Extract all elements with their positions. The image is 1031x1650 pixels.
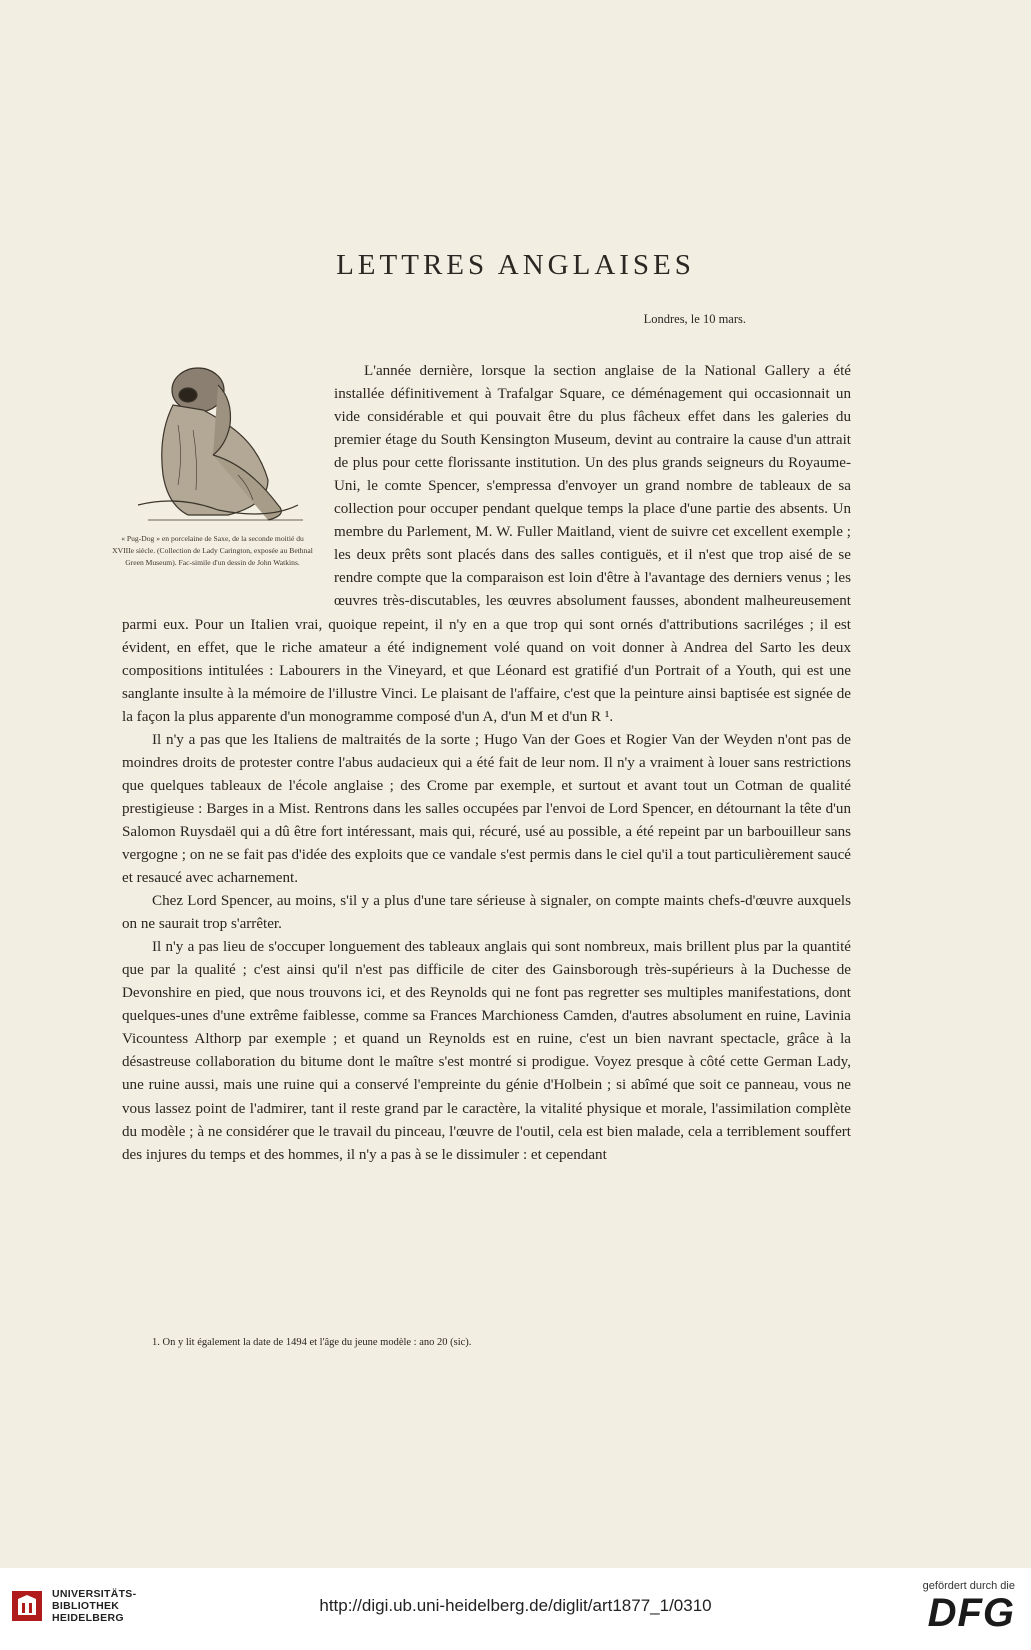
dfg-wordmark: DFG	[927, 1591, 1015, 1635]
figure-space	[122, 360, 334, 613]
source-url-link[interactable]: http://digi.ub.uni-heidelberg.de/diglit/art1877_1/0310	[319, 1596, 712, 1615]
dateline: Londres, le 10 mars.	[643, 312, 746, 326]
library-line-1: UNIVERSITÄTS-	[52, 1588, 137, 1600]
footnote: 1. On y lit également la date de 1494 et l'âge du jeune modèle : ano 20 (sic).	[152, 1337, 472, 1348]
figure-caption: « Pug-Dog » en porcelaine de Saxe, de la seconde moitié du XVIIIe siècle. (Collection de Lady Carington, exposée au Bethnal Green Museum). Fac-simile d'un dessin de John Watkins.	[112, 534, 313, 567]
dfg-logo[interactable]	[923, 1580, 1015, 1634]
paragraph-3: Chez Lord Spencer, au moins, s'il y a plus d'une tare sérieuse à signaler, on compte maints chefs-d'œuvre auxquels on ne saurait trop s'arrêter.	[122, 893, 851, 933]
footer-bar	[0, 1568, 1031, 1650]
paragraph-4: Il n'y a pas lieu de s'occuper longuement des tableaux anglais qui sont nombreux, mais brillent plus par la quantité que par la qualité ; c'est ainsi qu'il n'est pas difficile de citer des Gainsborough très-supérieurs à la Duchesse de Devonshire en pied, que nous trouvons ici, et des Reynolds qui ne font pas regretter ses multiples manifestations, dont quelques-unes d'une extrême faiblesse, comme sa Frances Marchioness Camden, d'autres absolument en ruine, Lavinia Vicountess Althorp par exemple ; et quand un Reynolds est en ruine, c'est un bien navrant spectacle, grâce à la désastreuse collaboration du bitume dont le maître s'est montré si prodigue. Voyez presque à côté cette German Lady, une ruine aussi, mais une ruine qui a conservé l'empreinte du génie d'Holbein ; si abîmé que soit ce panneau, vous ne vous lassez point de l'admirer, tant il reste grand par le caractère, la vitalité physique et morale, l'assimilation complète du modèle ; à ne considérer que le travail du pinceau, l'œuvre de l'outil, cela est bien malade, cela a terriblement souffert des injures du temps et des hommes, il n'y a pas à se le dissimuler : et cependant	[122, 939, 851, 1163]
funded-by-label: gefördert durch die	[922, 1580, 1015, 1592]
article-title: LETTRES ANGLAISES	[336, 249, 695, 282]
article-body	[122, 360, 851, 1167]
paragraph-1: L'année dernière, lorsque la section anglaise de la National Gallery a été installée définitivement à Trafalgar Square, ce déménagement qui occasionnait un vide considérable et qui pouvait être du plus fâcheux effet dans les galeries du premier étage du South Kensington Museum, devint au contraire la cause d'un attrait de plus pour cette florissante institution. Un des plus grands seigneurs du Royaume-Uni, le comte Spencer, s'empressa d'envoyer un grand nombre de tableaux de sa collection pour occuper pendant quelque temps la place d'une partie des absents. Un membre du Parlement, M. W. Fuller Maitland, vient de suivre cet excellent exemple ; les deux prêts sont placés dans des salles contiguës, et il n'est que trop aisé de se rendre compte que la comparaison est loin d'être à l'avantage des derniers venus ; les œuvres très-discutables, les œuvres absolument fausses, abondent malheureusement parmi eux. Pour un Italien vrai, quoique repeint, il n'y en a que trop qui sont ornés d'attributions sacriléges ; il est évident, en effet, que le riche amateur a été indignement volé quand on voit donner à Andrea del Sarto les deux compositions intitulées : Labourers in the Vineyard, et que Léonard est gratifié d'un Portrait of a Youth, qui est une sanglante insulte à la mémoire de l'illustre Vinci. Le plaisant de l'affaire, c'est que la peinture ainsi baptisée est signée de la façon la plus apparente d'un monogramme composé d'un A, d'un M et d'un R ¹.	[122, 363, 851, 725]
paragraph-2: Il n'y a pas que les Italiens de maltraités de la sorte ; Hugo Van der Goes et Rogier Van der Weyden n'ont pas de moindres droits de protester contre l'abus audacieux qui a été fait de leur nom. Il n'y a vraiment à louer sans restrictions que quelques tableaux de l'école anglaise ; des Crome par exemple, et surtout et avant tout un Cotman de qualité prestigieuse : Barges in a Mist. Rentrons dans les salles occupées par l'envoi de Lord Spencer, en détournant la tête d'un Salomon Ruysdaël qui a dû être fort intéressant, mais qui, récuré, usé au possible, a été repeint par un barbouilleur sans vergogne ; on ne se fait pas d'idée des exploits que ce vandale s'est permis dans le ciel qu'il a tout particulièrement saucé et resaucé avec acharnement.	[122, 731, 851, 887]
library-line-2: BIBLIOTHEK	[52, 1600, 120, 1612]
library-line-3: HEIDELBERG	[52, 1612, 124, 1624]
